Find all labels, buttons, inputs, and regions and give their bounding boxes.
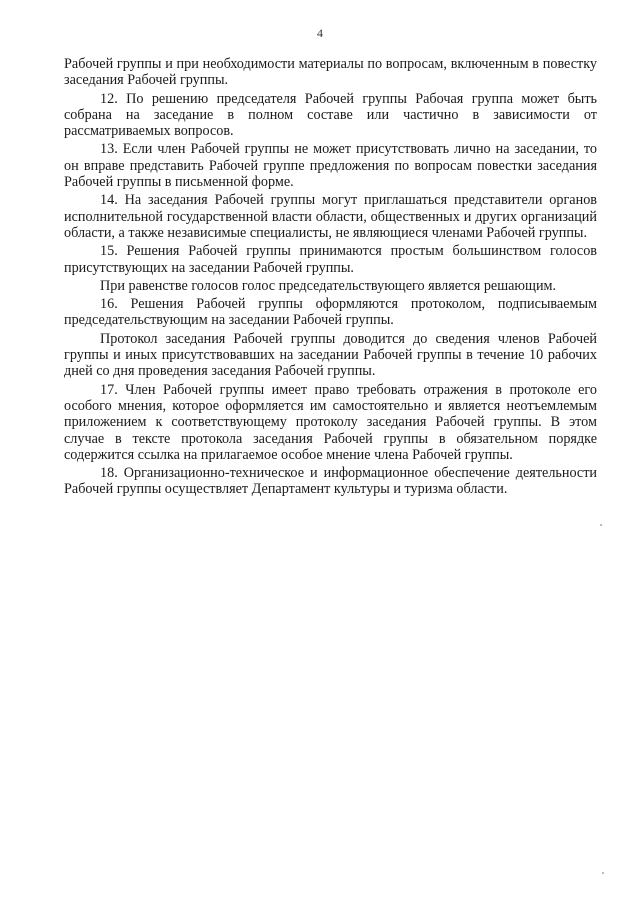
paragraph-14: 14. На заседания Рабочей группы могут приглашаться представители органов исполнительной государственной власти области, общественных и других организаций области, а также независимые специалисты, не являющиеся членами Рабочей группы. <box>64 192 597 241</box>
scan-speck <box>602 872 604 874</box>
paragraph-12: 12. По решению председателя Рабочей группы Рабочая группа может быть собрана на заседание в полном составе или частично в зависимости от рассматриваемых вопросов. <box>64 90 597 140</box>
paragraph-13: 13. Если член Рабочей группы не может присутствовать лично на заседании, то он вправе представить Рабочей группе предложения по вопросам повестки заседания Рабочей группы в письменной форме. <box>64 141 597 191</box>
paragraph-continuation: Рабочей группы и при необходимости материалы по вопросам, включенным в повестку заседания Рабочей группы. <box>64 56 597 89</box>
paragraph-15: 15. Решения Рабочей группы принимаются простым большинством голосов присутствующих на заседании Рабочей группы. <box>64 243 597 276</box>
document-body <box>64 56 597 500</box>
paragraph-18: 18. Организационно-техническое и информационное обеспечение деятельности Рабочей группы осуществляет Департамент культуры и туризма области. <box>64 465 597 498</box>
paragraph-17: 17. Член Рабочей группы имеет право требовать отражения в протоколе его особого мнения, которое оформляется им самостоятельно и является неотъемлемым приложением к соответствующему протоколу заседания Рабочей группы. В этом случае в тексте протокола заседания Рабочей группы в обязательном порядке содержится ссылка на прилагаемое особое мнение члена Рабочей группы. <box>64 381 597 463</box>
page-number: 4 <box>317 26 323 40</box>
scan-speck <box>600 524 602 526</box>
paragraph-16-protocol: Протокол заседания Рабочей группы доводится до сведения членов Рабочей группы и иных присутствовавших на заседании Рабочей группы в течение 10 рабочих дней со дня проведения заседания Рабочей группы. <box>64 330 597 380</box>
paragraph-15-tie-rule: При равенстве голосов голос председательствующего является решающим. <box>100 277 557 294</box>
paragraph-16: 16. Решения Рабочей группы оформляются протоколом, подписываемым председательствующим на заседании Рабочей группы. <box>64 296 597 329</box>
